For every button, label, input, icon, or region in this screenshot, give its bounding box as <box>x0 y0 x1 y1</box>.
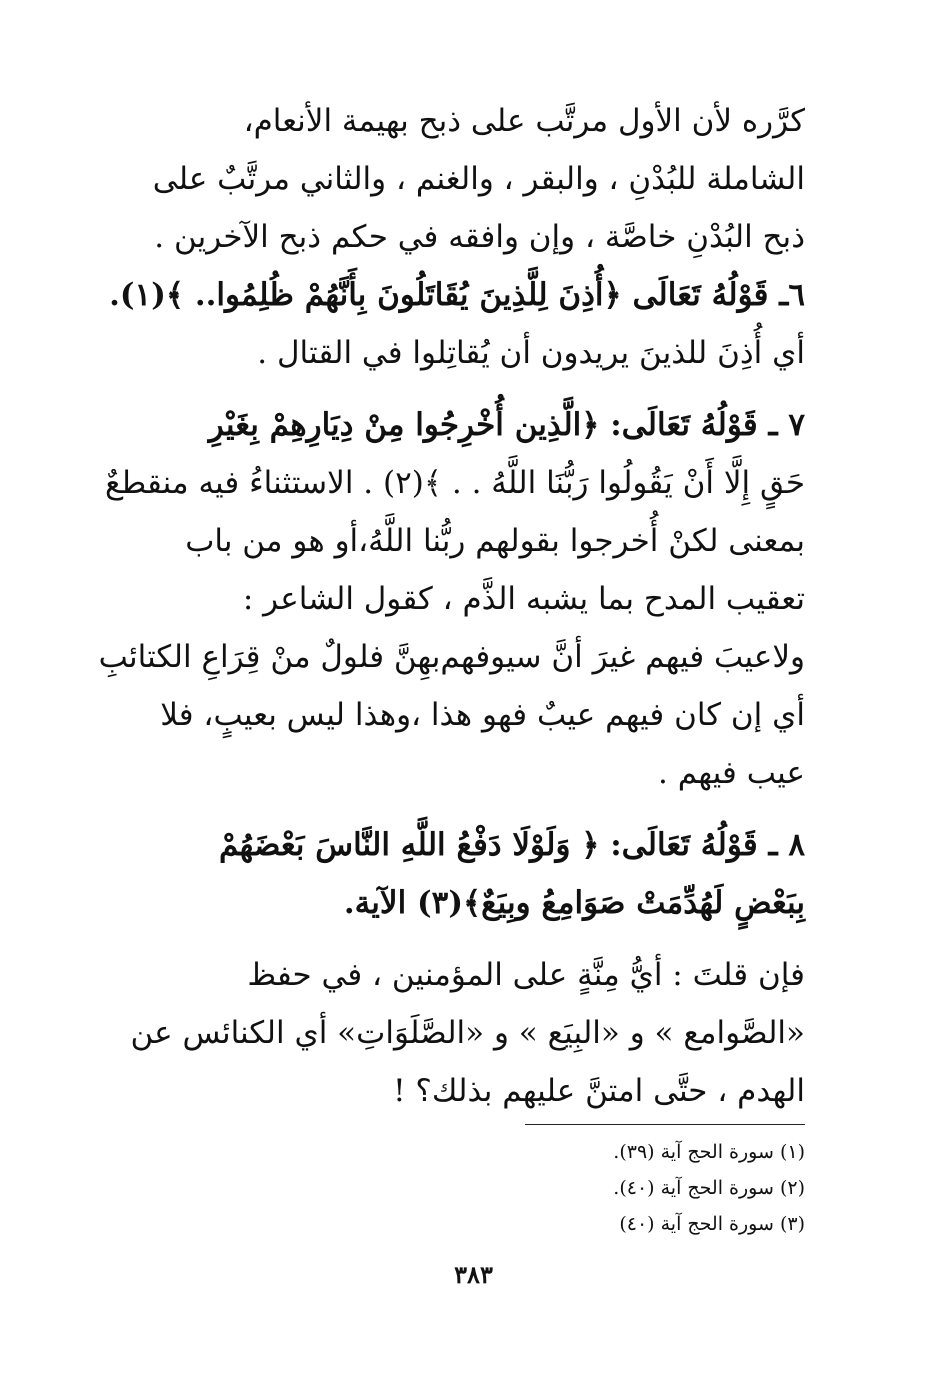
text-line: ذبح البُدْنِ خاصَّة ، وإن وافقه في حكم ذبح الآخرين . <box>154 219 805 255</box>
verse-heading-8: ٨ ـ قَوْلُهُ تَعَالَى: ﴿ وَلَوْلَا دَفْعُ اللَّهِ النَّاسَ بَعْضَهُمْ <box>219 827 805 863</box>
question-paragraph <box>130 946 805 1120</box>
verse-heading-6: ٦ـ قَوْلُهُ تَعَالَى ﴿أُذِنَ لِلَّذِينَ يُقَاتَلُونَ بِأَنَّهُمْ ظُلِمُوا.. ﴾(١). <box>109 277 805 313</box>
text-line: حَقٍ إِلَّا أَنْ يَقُولُوا رَبُّنَا اللَّهُ . . ﴾(٢) . الاستثناءُ فيه منقطعٌ <box>105 465 805 501</box>
footnote-2: (٢) سورة الحج آية (٤٠). <box>613 1177 805 1199</box>
text-line: الهدم ، حتَّى امتنَّ عليهم بذلك؟ ! <box>393 1073 805 1109</box>
paragraph-1 <box>152 92 805 266</box>
text-line: عيب فيهم . <box>658 755 805 791</box>
footnote-1: (١) سورة الحج آية (٣٩). <box>613 1141 805 1163</box>
text-line: الشاملة للبُدْنِ ، والبقر ، والغنم ، والثاني مرتَّبٌ على <box>152 161 805 197</box>
verse-hemistich-1: ولاعيبَ فيهم غيرَ أنَّ سيوفهم <box>440 639 805 675</box>
text-line: أي أُذِنَ للذينَ يريدون أن يُقاتِلوا في القتال . <box>257 335 805 371</box>
text-line: فإن قلتَ : أيُّ مِنَّةٍ على المؤمنين ، في حفظ <box>247 957 805 993</box>
text-line: بِبَعْضٍ لَهُدِّمَتْ صَوَامِعُ وبِيَعٌ﴾(٣) الآية. <box>343 885 805 921</box>
footnote-3: (٣) سورة الحج آية (٤٠) <box>619 1213 805 1235</box>
verse-heading-7: ٧ ـ قَوْلُهُ تَعَالَى: ﴿الَّذِين أُخْرِجُوا مِنْ دِيَارِهِمْ بِغَيْرِ <box>208 407 805 443</box>
page-number: ٣٨٣ <box>454 1260 493 1289</box>
text-line: بمعنى لكنْ أُخرجوا بقولهم ربُّنا اللَّهُ،أو هو من باب <box>185 523 805 559</box>
footnotes <box>480 1134 805 1242</box>
footnote-divider <box>525 1124 805 1125</box>
item-6 <box>109 266 805 382</box>
item-8 <box>155 816 805 932</box>
poetry-verse <box>98 628 805 686</box>
text-line: أي إن كان فيهم عيبٌ فهو هذا ،وهذا ليس بعيبٍ، فلا <box>160 697 805 733</box>
verse-hemistich-2: بهِنَّ فلولٌ منْ قِرَاعِ الكتائبِ <box>98 639 441 675</box>
item-7 <box>98 396 805 802</box>
page-body <box>98 92 805 1120</box>
text-line: تعقيب المدح بما يشبه الذَّم ، كقول الشاعر : <box>242 581 805 617</box>
text-line: كرَّره لأن الأول مرتَّب على ذبح بهيمة الأنعام، <box>243 103 805 139</box>
text-line: «الصَّوامع » و «البِيَع » و «الصَّلَوَاتِ» أي الكنائس عن <box>130 1015 805 1051</box>
